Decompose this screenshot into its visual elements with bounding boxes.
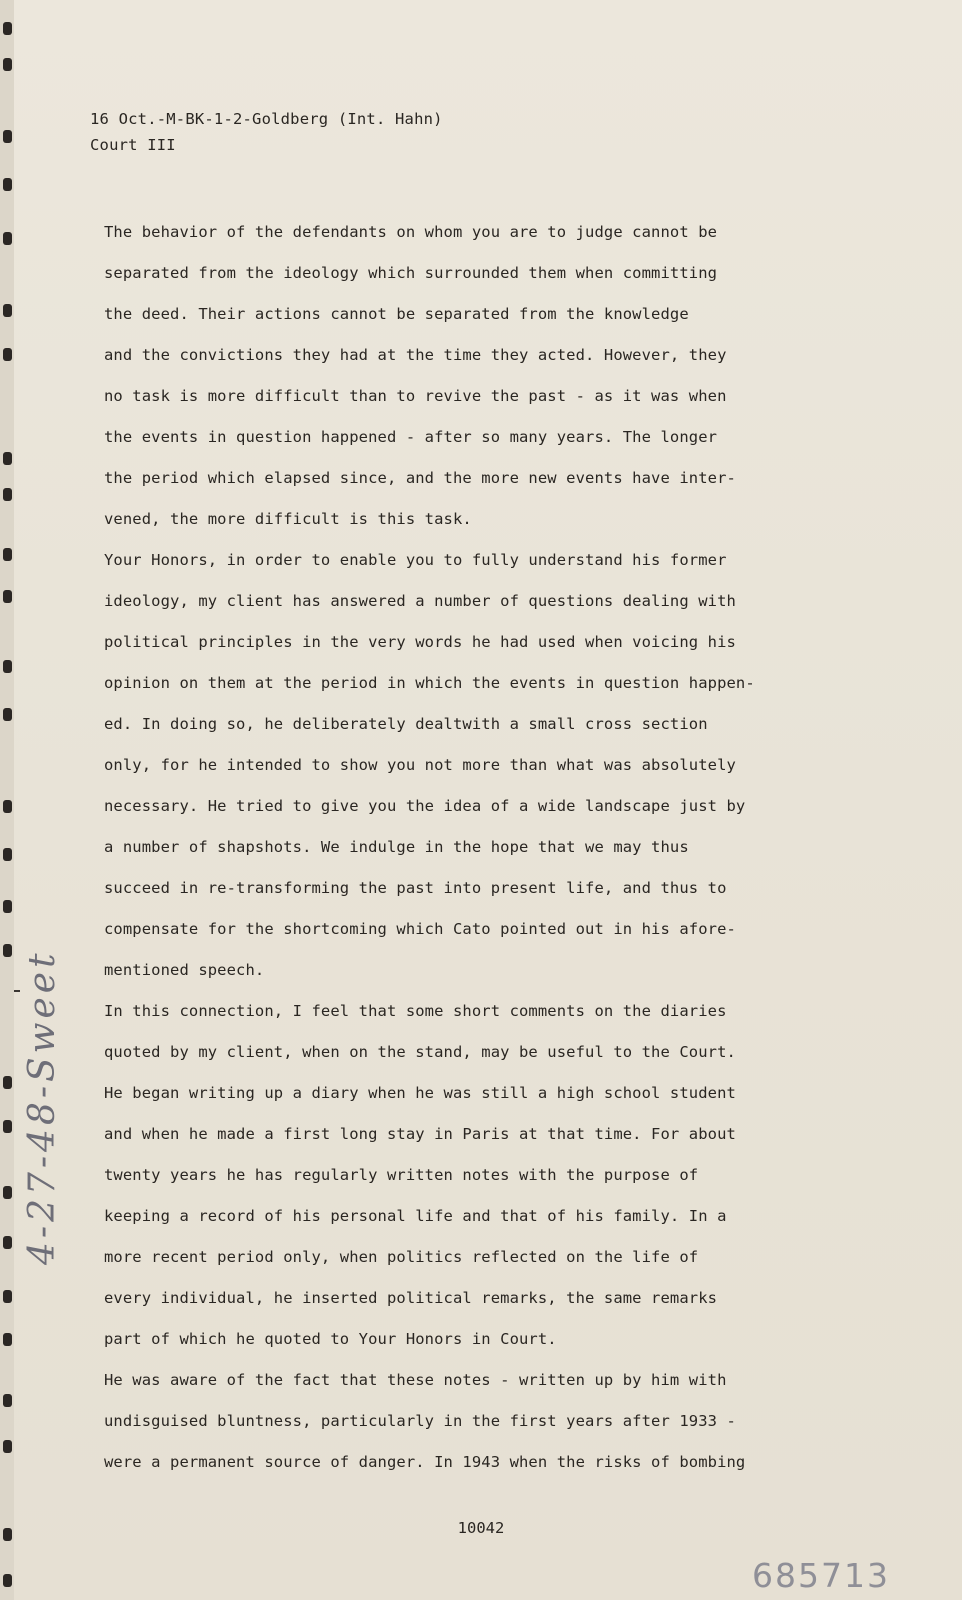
binding-hole (3, 1440, 12, 1453)
binding-hole (3, 1120, 12, 1133)
binding-hole (3, 178, 12, 191)
text-line: political principles in the very words he had used when voicing his (104, 633, 736, 651)
binding-hole (3, 1186, 12, 1199)
binding-hole (3, 944, 12, 957)
text-line: every individual, he inserted political remarks, the same remarks (104, 1289, 718, 1307)
handwritten-margin-note: 4-27-48-Sweet (22, 949, 63, 1265)
text-line: were a permanent source of danger. In 1943 when the risks of bombing (104, 1453, 746, 1471)
binding-hole (3, 232, 12, 245)
text-line: twenty years he has regularly written notes with the purpose of (104, 1166, 699, 1184)
text-line: opinion on them at the period in which the events in question happen- (104, 674, 755, 692)
text-line: In this connection, I feel that some short comments on the diaries (104, 1002, 727, 1020)
binding-hole (3, 708, 12, 721)
binding-hole (3, 348, 12, 361)
binding-hole (3, 1290, 12, 1303)
text-line: vened, the more difficult is this task. (104, 510, 472, 528)
text-line: compensate for the shortcoming which Cato pointed out in his afore- (104, 920, 736, 938)
archive-stamp-number: 685713 (752, 1556, 890, 1595)
text-line: The behavior of the defendants on whom you are to judge cannot be (104, 223, 718, 241)
text-line: He began writing up a diary when he was still a high school student (104, 1084, 736, 1102)
binding-hole (3, 548, 12, 561)
text-line: succeed in re-transforming the past into present life, and thus to (104, 879, 727, 897)
binding-hole (3, 1333, 12, 1346)
text-line: a number of shapshots. We indulge in the hope that we may thus (104, 838, 689, 856)
text-line: and when he made a first long stay in Paris at that time. For about (104, 1125, 736, 1143)
binding-hole (3, 660, 12, 673)
text-line: mentioned speech. (104, 961, 265, 979)
document-header (90, 106, 443, 158)
text-line: only, for he intended to show you not more than what was absolutely (104, 756, 736, 774)
binding-hole (3, 800, 12, 813)
binding-hole (3, 1076, 12, 1089)
binding-hole (3, 304, 12, 317)
body-text (104, 222, 824, 1493)
text-line: He was aware of the fact that these notes - written up by him with (104, 1371, 727, 1389)
text-line: part of which he quoted to Your Honors in Court. (104, 1330, 557, 1348)
text-line: more recent period only, when politics reflected on the life of (104, 1248, 699, 1266)
text-line: the period which elapsed since, and the more new events have inter- (104, 469, 736, 487)
margin-tick (14, 990, 20, 992)
text-line: separated from the ideology which surrounded them when committing (104, 264, 718, 282)
text-line: keeping a record of his personal life and that of his family. In a (104, 1207, 727, 1225)
binding-hole (3, 1394, 12, 1407)
binding-hole (3, 900, 12, 913)
binding-hole (3, 1574, 12, 1587)
text-line: ideology, my client has answered a number of questions dealing with (104, 592, 736, 610)
text-line: Your Honors, in order to enable you to fully understand his former (104, 551, 727, 569)
text-line: no task is more difficult than to revive the past - as it was when (104, 387, 727, 405)
text-line: ed. In doing so, he deliberately dealtwith a small cross section (104, 715, 708, 733)
binding-hole (3, 58, 12, 71)
text-line: undisguised bluntness, particularly in the first years after 1933 - (104, 1412, 736, 1430)
header-court: Court III (90, 136, 176, 154)
binding-hole (3, 22, 12, 35)
page-number: 10042 (457, 1519, 505, 1537)
binding-hole (3, 452, 12, 465)
binding-hole (3, 488, 12, 501)
binding-hole (3, 130, 12, 143)
header-reference: 16 Oct.-M-BK-1-2-Goldberg (Int. Hahn) (90, 110, 443, 128)
binding-hole (3, 590, 12, 603)
text-line: the events in question happened - after so many years. The longer (104, 428, 718, 446)
binding-hole (3, 1236, 12, 1249)
text-line: and the convictions they had at the time they acted. However, they (104, 346, 727, 364)
text-line: quoted by my client, when on the stand, may be useful to the Court. (104, 1043, 736, 1061)
text-line: necessary. He tried to give you the idea of a wide landscape just by (104, 797, 746, 815)
binding-hole (3, 848, 12, 861)
text-line: the deed. Their actions cannot be separated from the knowledge (104, 305, 689, 323)
